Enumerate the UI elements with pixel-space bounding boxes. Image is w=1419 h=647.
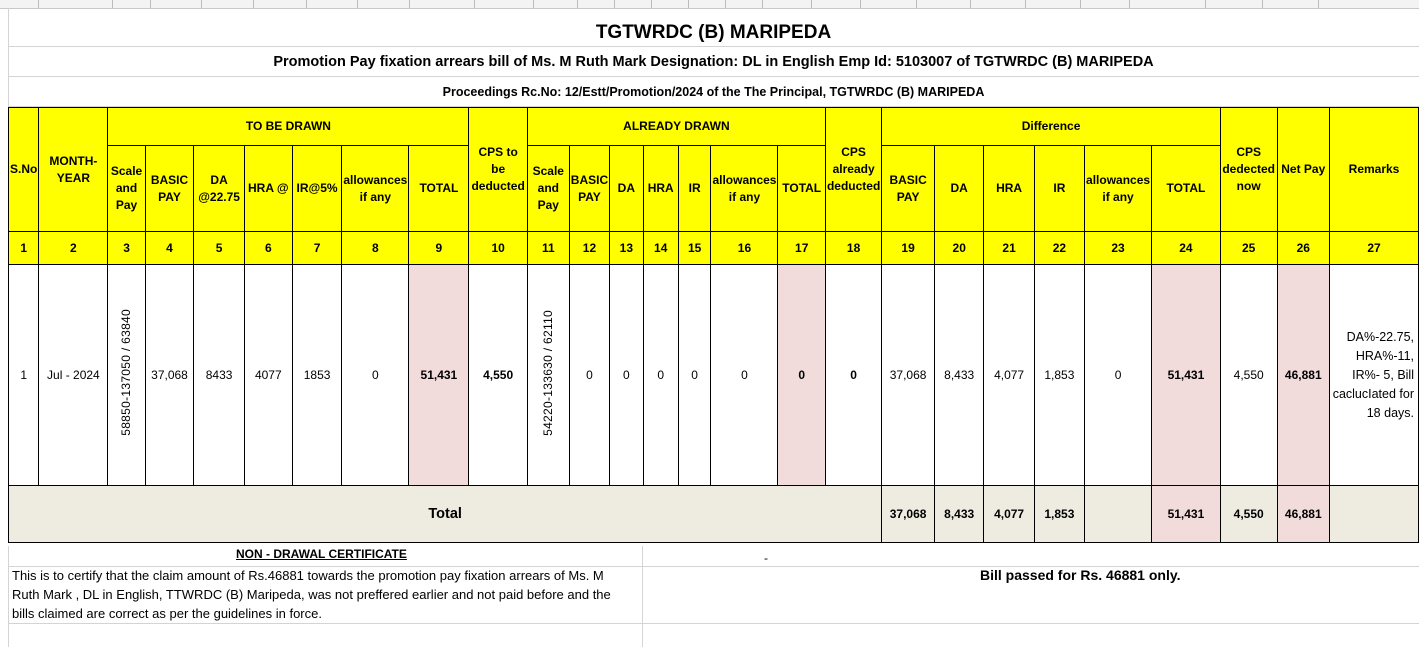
cell-ad-allowances: 0 (711, 265, 778, 486)
arrears-table (8, 107, 1419, 543)
cell-net-pay: 46,881 (1277, 265, 1330, 486)
cell-diff-ir: 1,853 (1034, 265, 1084, 486)
col-ad-total: TOTAL (778, 146, 825, 232)
cell-cps: 4,550 (469, 265, 527, 486)
ad-scale-text: 54220-133630 / 62110 (540, 309, 555, 436)
cell-allowances: 0 (342, 265, 409, 486)
col-diff-da: DA (934, 146, 984, 232)
col-basic-pay: BASIC PAY (145, 146, 194, 232)
col-da: DA @22.75 (194, 146, 244, 232)
col-number-cell: 16 (711, 232, 778, 265)
col-number-cell: 21 (984, 232, 1034, 265)
col-ad-da: DA (610, 146, 643, 232)
totals-label: Total (9, 486, 882, 543)
proceedings-line: Proceedings Rc.No: 12/Estt/Promotion/2024 of the The Principal, TGTWRDC (B) MARIPEDA (442, 85, 985, 99)
total-net-pay: 46,881 (1277, 486, 1330, 543)
cell-diff-basic: 37,068 (882, 265, 935, 486)
col-cps-already-deducted: CPS already deducted (825, 108, 881, 232)
group-difference: Difference (882, 108, 1221, 146)
certificate-title: NON - DRAWAL CERTIFICATE (236, 547, 407, 561)
col-number-cell: 20 (934, 232, 984, 265)
col-number-cell: 2 (39, 232, 108, 265)
total-diff-da: 8,433 (934, 486, 984, 543)
cell-ad-da: 0 (610, 265, 643, 486)
col-number-cell: 22 (1034, 232, 1084, 265)
cell-ir: 1853 (292, 265, 342, 486)
col-allowances: allowances if any (342, 146, 409, 232)
col-number-cell: 5 (194, 232, 244, 265)
col-sno: S.No (9, 108, 39, 232)
cell-sno: 1 (9, 265, 39, 486)
col-number-cell: 24 (1152, 232, 1221, 265)
col-ad-hra: HRA (643, 146, 678, 232)
cell-cps-now: 4,550 (1220, 265, 1277, 486)
total-diff-hra: 4,077 (984, 486, 1034, 543)
cell-da: 8433 (194, 265, 244, 486)
col-number-cell: 10 (469, 232, 527, 265)
col-month-year: MONTH-YEAR (39, 108, 108, 232)
col-number-cell: 7 (292, 232, 342, 265)
col-ad-scale-pay: Scale and Pay (527, 146, 569, 232)
col-number-cell: 4 (145, 232, 194, 265)
column-number-row (9, 232, 1419, 265)
cell-basic: 37,068 (145, 265, 194, 486)
col-number-cell: 8 (342, 232, 409, 265)
total-diff-ir: 1,853 (1034, 486, 1084, 543)
totals-row (9, 486, 1419, 543)
col-number-cell: 14 (643, 232, 678, 265)
col-number-cell: 19 (882, 232, 935, 265)
certificate-text: This is to certify that the claim amount of Rs.46881 towards the promotion pay fixation arrears of Ms. M Ruth Mark , DL in English, TTWRDC (B) Maripeda, was not preffered earlier and not paid before and the bills claimed are correct as per the guidelines in force. (12, 568, 611, 621)
cell-hra: 4077 (244, 265, 292, 486)
col-ir: IR@5% (292, 146, 342, 232)
col-number-cell: 13 (610, 232, 643, 265)
cell-scale (108, 265, 145, 486)
col-number-cell: 11 (527, 232, 569, 265)
cell-ad-basic: 0 (569, 265, 609, 486)
col-diff-allowances: allowances if any (1085, 146, 1152, 232)
total-diff-basic: 37,068 (882, 486, 935, 543)
col-number-cell: 25 (1220, 232, 1277, 265)
col-number-cell: 27 (1330, 232, 1419, 265)
stray-dash: - (764, 551, 768, 565)
cell-diff-da: 8,433 (934, 265, 984, 486)
total-diff-allowances (1085, 486, 1152, 543)
col-ad-ir: IR (678, 146, 711, 232)
bill-subtitle: Promotion Pay fixation arrears bill of Ms. M Ruth Mark Designation: DL in English Emp Id: 5103007 of TGTWRDC (B) MARIPEDA (273, 54, 1154, 70)
cell-cps-already: 0 (825, 265, 881, 486)
sheet-title: TGTWRDC (B) MARIPEDA (595, 22, 832, 43)
total-remarks (1330, 486, 1419, 543)
col-total: TOTAL (409, 146, 469, 232)
col-number-cell: 6 (244, 232, 292, 265)
scale-text: 58850-137050 / 63840 (119, 309, 134, 436)
col-number-cell: 1 (9, 232, 39, 265)
cell-ad-ir: 0 (678, 265, 711, 486)
col-number-cell: 18 (825, 232, 881, 265)
bill-passed: Bill passed for Rs. 46881 only. (980, 567, 1181, 583)
total-cps-now: 4,550 (1220, 486, 1277, 543)
col-diff-basic-pay: BASIC PAY (882, 146, 935, 232)
cell-ad-hra: 0 (643, 265, 678, 486)
col-scale-pay: Scale and Pay (108, 146, 145, 232)
cell-diff-allowances: 0 (1085, 265, 1152, 486)
col-number-cell: 12 (569, 232, 609, 265)
cell-total: 51,431 (409, 265, 469, 486)
cell-diff-total: 51,431 (1152, 265, 1221, 486)
table-row (9, 265, 1419, 486)
col-diff-hra: HRA (984, 146, 1034, 232)
col-diff-total: TOTAL (1152, 146, 1221, 232)
col-cps-deducted-now: CPS dedected now (1220, 108, 1277, 232)
col-ad-basic-pay: BASIC PAY (569, 146, 609, 232)
cell-diff-hra: 4,077 (984, 265, 1034, 486)
group-to-be-drawn: TO BE DRAWN (108, 108, 469, 146)
col-number-cell: 9 (409, 232, 469, 265)
cell-ad-scale (527, 265, 569, 486)
col-number-cell: 17 (778, 232, 825, 265)
col-number-cell: 3 (108, 232, 145, 265)
col-diff-ir: IR (1034, 146, 1084, 232)
col-hra: HRA @ (244, 146, 292, 232)
group-already-drawn: ALREADY DRAWN (527, 108, 825, 146)
col-cps-to-be-deducted: CPS to be deducted (469, 108, 527, 232)
col-number-cell: 15 (678, 232, 711, 265)
col-net-pay: Net Pay (1277, 108, 1330, 232)
col-number-cell: 26 (1277, 232, 1330, 265)
cell-remarks: DA%-22.75, HRA%-11, IR%- 5, Bill caclucIated for 18 days. (1330, 265, 1419, 486)
col-number-cell: 23 (1085, 232, 1152, 265)
col-ad-allowances: allowances if any (711, 146, 778, 232)
col-remarks: Remarks (1330, 108, 1419, 232)
total-diff-total: 51,431 (1152, 486, 1221, 543)
cell-ad-total: 0 (778, 265, 825, 486)
cell-month: Jul - 2024 (39, 265, 108, 486)
